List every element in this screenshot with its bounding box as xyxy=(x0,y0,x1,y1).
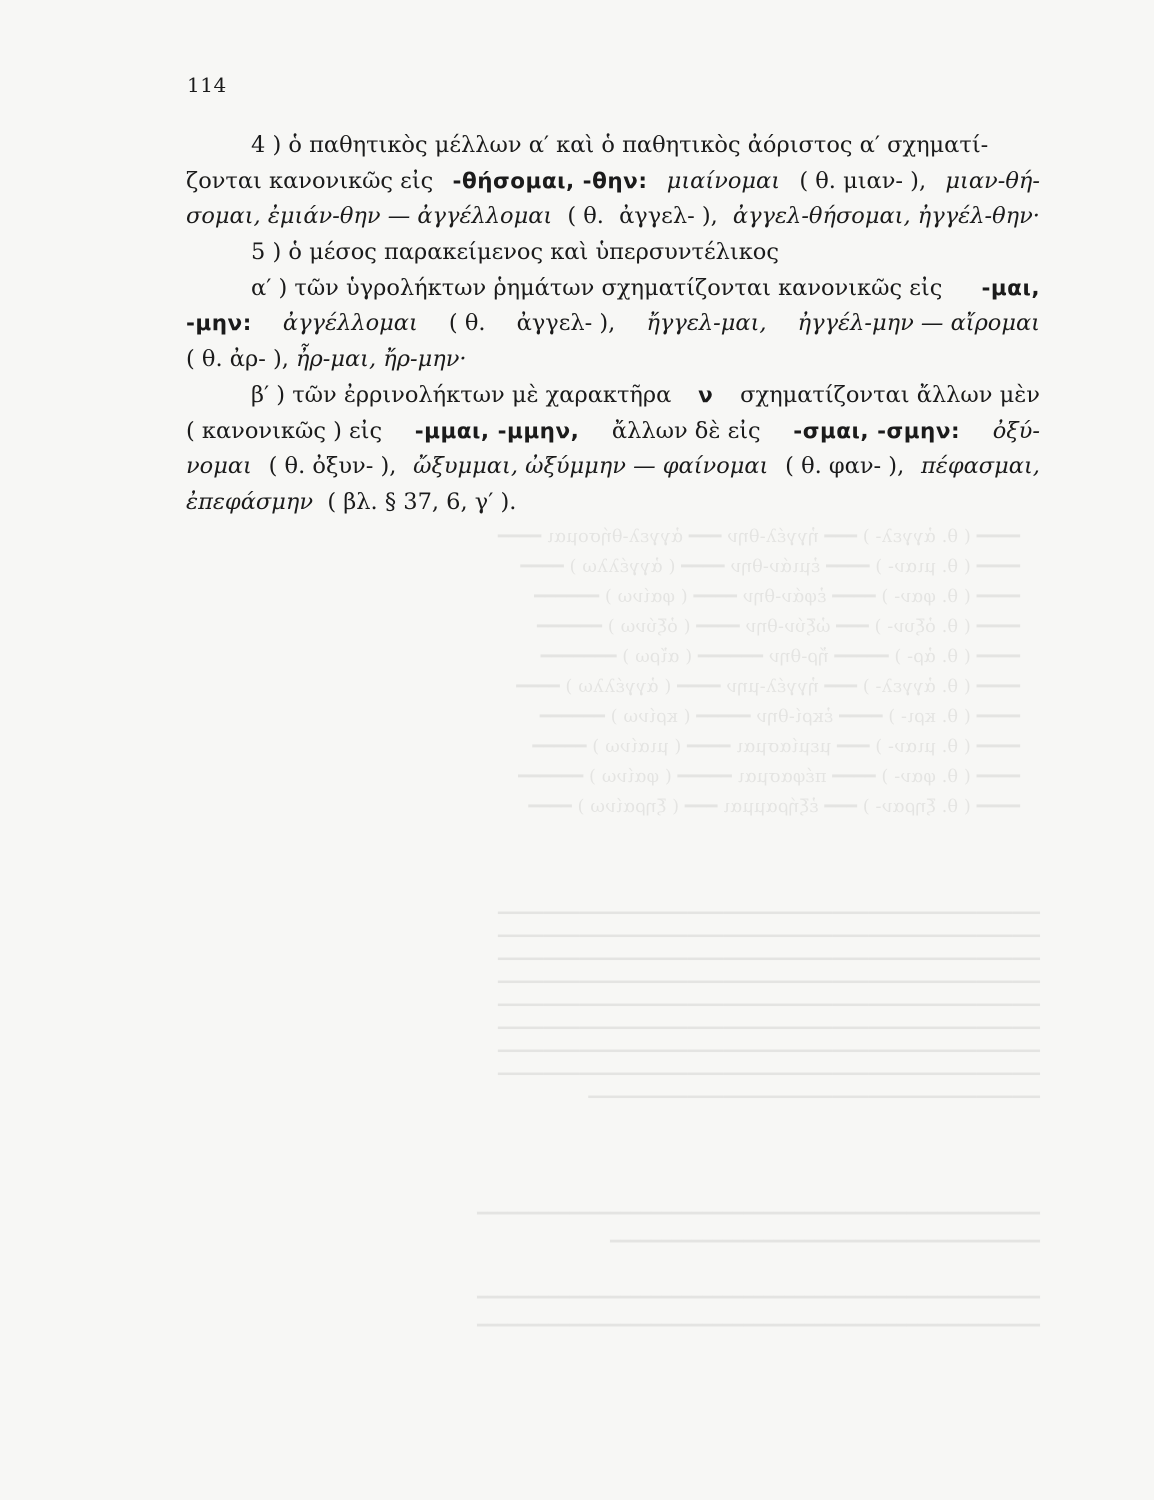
p5-b-l2-ending-1: -μμαι, -μμην, xyxy=(414,418,580,444)
p5-line-1 xyxy=(186,235,1040,271)
p5-b-l4-reference: ( βλ. § 37, 6, γ′ ). xyxy=(327,488,517,515)
p4-l3-forms: σομαι, ἐμιάν-θην — ἀγγέλλομαι xyxy=(186,203,553,230)
p5-heading: 5 ) ὁ μέσος παρακείμενος καὶ ὑπερσυντέλικος xyxy=(251,239,779,266)
p5-b-l2-verb: ὀξύ- xyxy=(992,417,1040,444)
p5-b-l2-text: ( κανονικῶς ) εἰς xyxy=(186,417,383,444)
p4-line-1 xyxy=(186,128,1040,164)
p5-a-line-1 xyxy=(186,271,1040,307)
p4-l2-form: μιαν-θή- xyxy=(945,167,1040,194)
p4-l2-theme: ( θ. μιαν- ), xyxy=(799,167,927,194)
bleed-through-table: ━━━━ ( θ. ἀγγελ- ) ━━━ ἠγγέλ-θην ━━━ ἀγγελ-θήσομαι ━━━━ ━━━━ ( θ. μιαν- ) ━━━━ ἐμιάν-θην ━━━━ ( ἀγγέλλω ) ━━━━ ━━━━ ( θ. φαν- ) ━━━━ ἐφάν-θην ━━━━ ( φαίνω ) ━━━━━━ ━━━━ ( θ. ὀξυν- ) ━━━ ὠξύν-θην ━━━━ ( ὀξύνω ) ━━━━━━ ━━━━ ( θ. ἀρ- ) ━━━━━ ἤρ-θην ━━━━━━ ( αἴρω ) ━━━━━━━ ━━━━ ( θ. ἀγγελ- ) ━━━ ἠγγέλ-μην ━━━━ ( ἀγγέλλω ) ━━━━ ━━━━ ( θ. κρι- ) ━━━━ ἐκρί-θην ━━━━━ ( κρίνω ) ━━━━━━ ━━━━ ( θ. μιαν- ) ━━━ μεμίασμαι ━━━━ ( μιαίνω ) ━━━━━ ━━━━ ( θ. φαν- ) ━━━━ πέφασμαι ━━━━━ ( φαίνω ) ━━━━━━ ━━━━ ( θ. ξηραν- ) ━━━ ἐξήραμμαι ━━━ ( ξηραίνω ) ━━━━ xyxy=(497,526,1020,817)
p5-b-l1-letter: ν xyxy=(698,382,714,408)
p5-b-l2-ending-2: -σμαι, -σμην: xyxy=(793,418,961,444)
p5-b-l2-text-2: ἄλλων δὲ εἰς xyxy=(611,417,761,444)
bleed-through-notes: ━━━━━━━━━━━━━━━━━━━━━━━━━━━━━━━━━━━━━━━━━━━━━━━━━━━━━━━━━━━━ ━━━━━━━━━━━━━━━━━━━━━━━━━━━━━━━━━━━━━━━━━━━━━━━━━━━━━━━━━━━━ ━━━━━━━━━━━━━━━━━━━━━━━━━━━━━━━━━━━━━━━━━━━━━━━━━━━━━━━━━━━━ ━━━━━━━━━━━━━━━━━━━━━━━━━━━━━━━━━━━━━━━━━━━━━━━━━━━━━━━━━━━━ ━━━━━━━━━━━━━━━━━━━━━━━━━━━━━━━━━━━━━━━━━━━━━━━━━━━━━━━━━━━━ ━━━━━━━━━━━━━━━━━━━━━━━━━━━━━━━━━━━━━━━━━━━━━━━━━━━━━━━━━━━━ ━━━━━━━━━━━━━━━━━━━━━━━━━━━━━━━━━━━━━━━━━━━━━━━━━━━━━━━━━━━━ ━━━━━━━━━━━━━━━━━━━━━━━━━━━━━━━━━━━━━━━━━━━━━━━━━━━━━━━━━━━━ ━━━━━━━━━━━━━━━━━━━━━━━━━━━━━━━━━━━━━━━━━━━━━━━━━━ xyxy=(498,904,1040,1106)
p4-l2-ending: -θήσομαι, -θην: xyxy=(452,168,648,194)
p5-a-l2-ending: -μην: xyxy=(186,311,252,337)
main-text xyxy=(186,128,1040,521)
p4-line-1-text: 4 ) ὁ παθητικὸς μέλλων α′ καὶ ὁ παθητικὸς ἀόριστος α′ σχηματί- xyxy=(251,132,989,158)
p4-l3-theme: ἀγγελ- ), xyxy=(619,203,718,230)
page-number: 114 xyxy=(187,73,227,97)
p5-a-l2-theta: ( θ. xyxy=(448,310,486,337)
p5-a-l3-theme: ( θ. ἀρ- ), xyxy=(186,346,289,373)
p5-b-l4-form: ἐπεφάσμην xyxy=(186,488,314,515)
p5-a-l2-theme: ἀγγελ- ), xyxy=(516,310,616,337)
p5-a-l1-ending: -μαι, xyxy=(981,275,1040,301)
p5-b-line-2 xyxy=(186,414,1040,450)
p5-a-line-2 xyxy=(186,306,1040,342)
p5-a-l1-text: α′ ) τῶν ὑγρολήκτων ῥημάτων σχηματίζονται κανονικῶς εἰς xyxy=(251,274,943,301)
p5-a-line-3 xyxy=(186,342,1040,378)
p5-b-l3-theme-2: ( θ. φαν- ), xyxy=(785,453,905,480)
p5-a-l2-form-1: ἤγγελ-μαι, xyxy=(646,310,767,337)
p4-line-3 xyxy=(186,199,1040,235)
p4-line-2 xyxy=(186,164,1040,200)
p5-b-line-1 xyxy=(186,378,1040,414)
p4-l3-forms-2: ἀγγελ-θήσομαι, ἠγγέλ-θην· xyxy=(732,203,1040,230)
p5-b-line-4 xyxy=(186,485,1040,521)
p5-b-line-3 xyxy=(186,449,1040,485)
p4-l2-text: ζονται κανονικῶς εἰς xyxy=(186,167,434,194)
p4-l2-example: μιαίνομαι xyxy=(666,167,781,194)
p5-b-l1-text-2: σχηματίζονται ἄλλων μὲν xyxy=(740,381,1040,408)
p4-l3-theta: ( θ. xyxy=(567,203,604,230)
bleed-through-bottom: ━━━━━━━━━━━━━━━━━━━━━━━━━━━━━━━━━━━━━━━━━━━━━━━━━━━━━━━ ━━━━━━━━━━━━━━━━━━━━━━━━━━━━━━━━━━━━━━━━━━ ━━━━━━━━━━━━━━━━━━━━━━━━━━━━━━━━━━━━━━━━━━━━━━━━━━━━━━━ ━━━━━━━━━━━━━━━━━━━━━━━━━━━━━━━━━━━━━━━━━━━━━━━━━━━━━━━ xyxy=(477,1204,1040,1336)
p5-a-l2-verb: ἀγγέλλομαι xyxy=(282,310,418,337)
p5-a-l2-form-2: ἠγγέλ-μην — αἴρομαι xyxy=(797,310,1040,337)
p5-a-l3-forms: ἦρ-μαι, ἤρ-μην· xyxy=(296,346,467,373)
p5-b-l1-text: β′ ) τῶν ἐρρινολήκτων μὲ χαρακτῆρα xyxy=(251,381,672,408)
p5-b-l3-forms: ὤξυμμαι, ὠξύμμην — φαίνομαι xyxy=(413,453,769,480)
p5-b-l3-verb: νομαι xyxy=(186,453,252,480)
p5-b-l3-theme: ( θ. ὀξυν- ), xyxy=(268,453,397,480)
p5-b-l3-form: πέφασμαι, xyxy=(920,453,1040,480)
